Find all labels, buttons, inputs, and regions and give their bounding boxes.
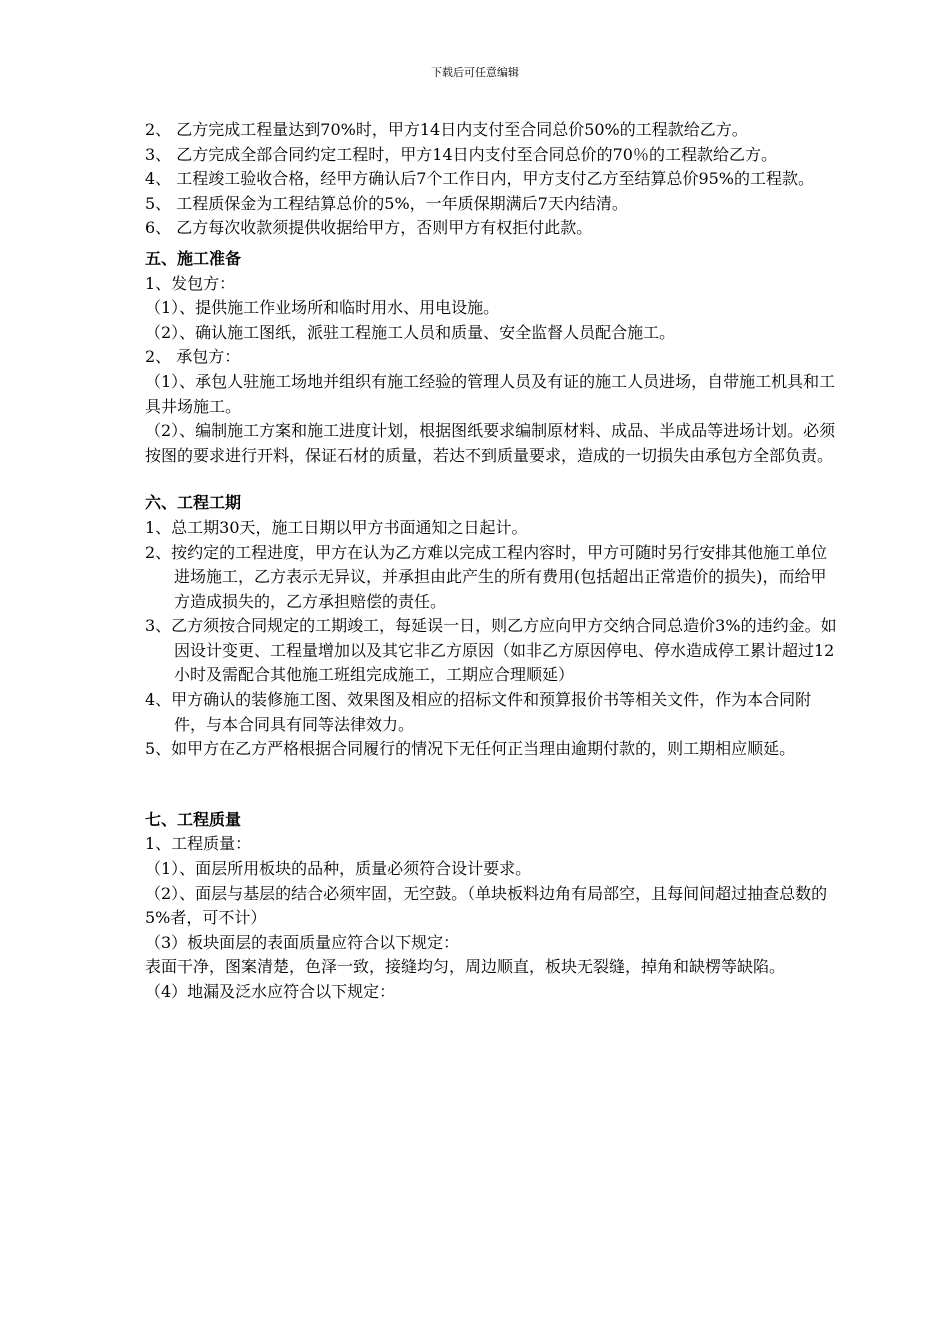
list-item: 6、 乙方每次收款须提供收据给甲方，否则甲方有权拒付此款。	[145, 218, 593, 238]
page-header: 下载后可任意编辑	[431, 66, 519, 79]
paragraph: （1）、承包人驻施工场地并组织有施工经验的管理人员及有证的施工人员进场，自带施工机具和工具井场施工。	[145, 371, 836, 416]
paragraph: （2）、编制施工方案和施工进度计划，根据图纸要求编制原材料、成品、半成品等进场计划。必须按图的要求进行开料，保证石材的质量，若达不到质量要求，造成的一切损失由承包方全部负责。	[145, 421, 836, 465]
paragraph: （1）、提供施工作业场所和临时用水、用电设施。	[145, 298, 500, 318]
list-item: 5、如甲方在乙方严格根据合同履行的情况下无任何正当理由逾期付款的，则工期相应顺延。	[145, 739, 796, 759]
list-item: 4、 工程竣工验收合格，经甲方确认后7个工作日内，甲方支付乙方至结算总价95%的工程款。	[145, 169, 815, 189]
list-item: 2、 乙方完成工程量达到70%时，甲方14日内支付至合同总价50%的工程款给乙方。	[145, 120, 748, 139]
paragraph: （1）、面层所用板块的品种，质量必须符合设计要求。	[145, 859, 532, 879]
paragraph: 1、工程质量：	[145, 834, 252, 854]
list-item: 3、 乙方完成全部合同约定工程时，甲方14日内支付至合同总价的70％的工程款给乙方。	[145, 144, 777, 164]
paragraph: （3）板块面层的表面质量应符合以下规定：	[145, 932, 460, 952]
paragraph: 表面干净，图案清楚，色泽一致，接缝均匀，周边顺直，板块无裂缝，掉角和缺楞等缺陷。	[145, 957, 786, 977]
section-construction-period	[145, 491, 837, 762]
section-heading: 五、施工准备	[145, 248, 242, 268]
section-construction-quality	[145, 808, 837, 1005]
section-heading: 七、工程质量	[145, 809, 242, 829]
paragraph: 2、 承包方：	[145, 347, 241, 367]
list-item: 4、甲方确认的装修施工图、效果图及相应的招标文件和预算报价书等相关文件，作为本合同附件，与本合同具有同等法律效力。	[145, 690, 812, 734]
list-item: 5、 工程质保金为工程结算总价的5%，一年质保期满后7天内结清。	[145, 193, 628, 213]
paragraph: 1、发包方：	[145, 273, 236, 293]
paragraph: （2）、确认施工图纸，派驻工程施工人员和质量、安全监督人员配合施工。	[145, 322, 676, 342]
paragraph: （4）地漏及泛水应符合以下规定：	[145, 982, 396, 1001]
payment-terms-list	[145, 118, 837, 241]
list-item: 3、乙方须按合同规定的工期竣工，每延误一日，则乙方应向甲方交纳合同总造价3%的违约金。如因设计变更、工程量增加以及其它非乙方原因（如非乙方原因停电、停水造成停工累计超过12小时及需配合其他施工班组完成施工，工期应合理顺延）	[145, 616, 837, 685]
list-item: 1、总工期30天，施工日期以甲方书面通知之日起计。	[145, 517, 528, 537]
list-item: 2、按约定的工程进度，甲方在认为乙方难以完成工程内容时，甲方可随时另行安排其他施工单位进场施工，乙方表示无异议，并承担由此产生的所有费用(包括超出正常造价的损失)，而给甲方造成损失的，乙方承担赔偿的责任。	[145, 542, 828, 611]
paragraph: （2）、面层与基层的结合必须牢固，无空鼓。（单块板料边角有局部空，且每间间超过抽查总数的5%者，可不计）	[145, 883, 828, 928]
section-construction-preparation	[145, 247, 837, 468]
document-body	[145, 118, 837, 1005]
section-heading: 六、工程工期	[145, 493, 242, 513]
